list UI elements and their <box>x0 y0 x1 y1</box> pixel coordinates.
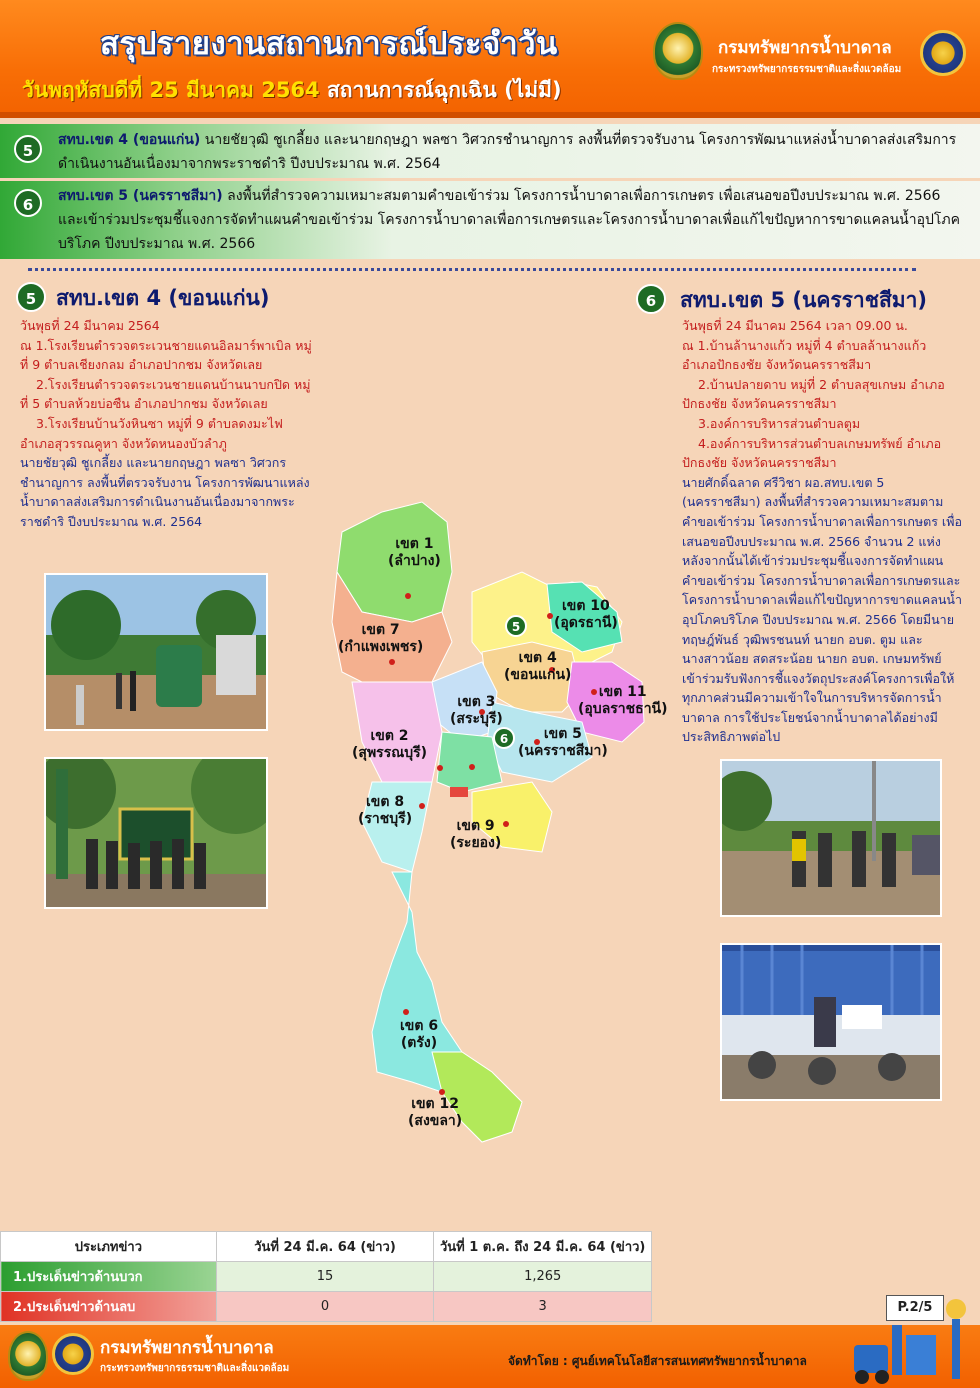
location-1: ณ 1.บ้านล้านางแก้ว หมู่ที่ 4 ตำบลล้านางแก้ว อำเภอปักธงชัย จังหวัดนครราชสีมา <box>682 337 927 373</box>
section-number-badge: 6 <box>636 284 666 314</box>
zone-label: เขต 9 (ระยอง) <box>450 818 502 851</box>
news-text <box>58 128 964 176</box>
ministry-emblem-logo <box>920 30 966 76</box>
header-banner <box>0 0 980 118</box>
table-header-cell: ประเภทข่าว <box>1 1232 217 1262</box>
news-number-badge: 5 <box>14 135 42 163</box>
table-cell: 3 <box>434 1292 652 1322</box>
emergency-status: สถานการณ์ฉุกเฉิน (ไม่มี) <box>326 78 562 102</box>
location-1: ณ 1.โรงเรียนตำรวจตระเวนชายแดนอิลมาร์พาเบิล หมู่ที่ 9 ตำบลเชียงกลม อำเภอปากชม จังหวัดเลย <box>20 337 312 373</box>
report-date-line <box>22 74 562 107</box>
photo-field-survey <box>720 759 942 917</box>
table-row <box>1 1292 652 1322</box>
footer-org-ministry: กระทรวงทรัพยากรธรรมชาติและสิ่งแวดล้อม <box>100 1363 290 1374</box>
thailand-zone-map <box>322 492 668 1148</box>
table-cell: 2.ประเด็นข่าวด้านลบ <box>1 1292 217 1322</box>
photo-group-at-signboard <box>44 757 268 909</box>
zone-label: เขต 7 (กำแพงเพชร) <box>338 622 424 655</box>
news-text <box>58 184 964 256</box>
drilling-rig-icon <box>846 1295 976 1387</box>
news-body: นายชัยวุฒิ ชูเกลี้ยง และนายกฤษฎา พลซา วิศวกรชำนาญการ ลงพื้นที่ตรวจรับงาน โครงการพัฒนาแหล่งน้ำบาดาลส่งเสริมการดำเนินงานอันเนื่องมาจากพระราชดำริ ปีงบประมาณ พ.ศ. 2564 <box>58 132 957 172</box>
location-3: 3.โรงเรียนบ้านวังหินซา หมู่ที่ 9 ตำบลดงมะไฟ อำเภอสุวรรณคูหา จังหวัดหนองบัวลำภู <box>20 415 283 451</box>
zone-label: เขต 10 (อุดรธานี) <box>554 598 618 631</box>
zone-label: เขต 1 (ลำปาง) <box>388 536 441 569</box>
table-header-cell: วันที่ 1 ต.ค. ถึง 24 มี.ค. 64 (ข่าว) <box>434 1232 652 1262</box>
news-body: ลงพื้นที่สำรวจความเหมาะสมตามคำขอเข้าร่วม โครงการน้ำบาดาลเพื่อการเกษตร เพื่อเสนอขอปีงบประมาณ พ.ศ. 2566 และเข้าร่วมประชุมชี้แจงการจัดทำแผนคำขอเข้าร่วม โครงการน้ำบาดาลเพื่อการเกษตรและโครงการน้ำบาดาลเพื่อแก้ไขปัญหาการขาดแคลนน้ำอุปโภคบริโภค ปีงบประมาณ พ.ศ. 2566 <box>58 188 961 252</box>
photo-water-tank-site <box>44 573 268 731</box>
news-row-6 <box>0 181 980 259</box>
report-date: วันพฤหัสบดีที่ 25 มีนาคม 2564 <box>22 78 320 102</box>
page-number: P.2/5 <box>886 1295 944 1321</box>
news-number-badge: 6 <box>14 189 42 217</box>
map-marker-6: 6 <box>499 732 509 746</box>
section-description: นายศักดิ์ฉลาด ศรีวิชา ผอ.สทบ.เขต 5 (นครราชสีมา) ลงพื้นที่สำรวจความเหมาะสมตามคำขอเข้าร่วม โครงการน้ำบาดาลเพื่อการเกษตร เพื่อเสนอขอปีงบประมาณ พ.ศ. 2566 จำนวน 2 แห่ง หลังจากนั้นได้เข้าร่วมประชุมชี้แจงการจัดทำแผนคำขอเข้าร่วม โครงการน้ำบาดาลเพื่อการเกษตรและโครงการน้ำบาดาลเพื่อแก้ไขปัญหาการขาดแคลนน้ำอุปโภคบริโภค ปีงบประมาณ พ.ศ. 2566 โดยมีนายทฤษฎ์พันธ์ วุฒิพรชนนท์ นายก อบต. ตูม และนางสาวน้อย สดสระน้อย นายก อบต. เกษมทรัพย์ เข้าร่วมรับฟังการชี้แจงวัตถุประสงค์โครงการเพื่อให้ทุกภาคส่วนมีความเข้าใจในการบริหารจัดการน้ำบาดาล การใช้ประโยชน์จากน้ำบาดาลได้อย่างมีประสิทธิภาพต่อไป <box>682 474 962 745</box>
zone-label: เขต 3 (สระบุรี) <box>450 694 503 727</box>
location-2: 2.โรงเรียนตำรวจตระเวนชายแดนบ้านนาบกปิด หมู่ที่ 5 ตำบลห้วยบ่อซืน อำเภอปากชม จังหวัดเลย <box>20 376 311 412</box>
table-header-cell: วันที่ 24 มี.ค. 64 (ข่าว) <box>216 1232 434 1262</box>
footer-org-name: กรมทรัพยากรน้ำบาดาล <box>100 1338 274 1358</box>
table-cell: 1.ประเด็นข่าวด้านบวก <box>1 1262 217 1292</box>
table-cell: 0 <box>216 1292 434 1322</box>
org-ministry: กระทรวงทรัพยากรธรรมชาติและสิ่งแวดล้อม <box>712 64 902 75</box>
table-header-row <box>1 1232 652 1262</box>
department-seal-logo <box>653 22 703 80</box>
section-date: วันพุธที่ 24 มีนาคม 2564 เวลา 09.00 น. <box>682 318 908 333</box>
section-body-right <box>682 316 962 747</box>
zone-label: เขต 2 (สุพรรณบุรี) <box>352 728 428 761</box>
section-body-left <box>20 316 318 532</box>
org-name: กรมทรัพยากรน้ำบาดาล <box>718 38 892 58</box>
section-date: วันพุธที่ 24 มีนาคม 2564 <box>20 318 160 333</box>
table-cell: 1,265 <box>434 1262 652 1292</box>
news-lead: สทบ.เขต 4 (ขอนแก่น) <box>58 132 201 148</box>
location-2: 2.บ้านปลายดาบ หมู่ที่ 2 ตำบลสุขเกษม อำเภอปักธงชัย จังหวัดนครราชสีมา <box>682 376 945 412</box>
section-title-right: สทบ.เขต 5 (นครราชสีมา) <box>680 288 928 312</box>
table-cell: 15 <box>216 1262 434 1292</box>
section-title-left: สทบ.เขต 4 (ขอนแก่น) <box>56 286 270 310</box>
zone-label: เขต 6 (ตรัง) <box>400 1018 439 1051</box>
location-3: 3.องค์การบริหารส่วนตำบลตูม <box>698 415 861 431</box>
zone-label: เขต 4 (ขอนแก่น) <box>504 650 572 683</box>
news-lead: สทบ.เขต 5 (นครราชสีมา) <box>58 188 223 204</box>
location-4: 4.องค์การบริหารส่วนตำบลเกษมทรัพย์ อำเภอปักธงชัย จังหวัดนครราชสีมา <box>682 435 942 471</box>
zone-label: เขต 5 (นครราชสีมา) <box>518 726 608 759</box>
news-row-5 <box>0 124 980 178</box>
dotted-divider <box>28 268 916 271</box>
footer-prepared-by: จัดทำโดย : ศูนย์เทคโนโลยีสารสนเทศทรัพยากรน้ำบาดาล <box>508 1354 807 1368</box>
section-description: นายชัยวุฒิ ชูเกลี้ยง และนายกฤษฎา พลซา วิศวกรชำนาญการ ลงพื้นที่ตรวจรับงาน โครงการพัฒนาแหล่งน้ำบาดาลส่งเสริมการดำเนินงานอันเนื่องมาจากพระราชดำริ ปีงบประมาณ พ.ศ. 2564 <box>20 455 310 529</box>
map-marker-5: 5 <box>511 620 521 634</box>
footer-banner <box>0 1325 980 1388</box>
page-title: สรุปรายงานสถานการณ์ประจำวัน <box>100 26 558 62</box>
zone-label: เขต 12 (สงขลา) <box>408 1096 463 1129</box>
department-seal-logo <box>8 1331 48 1381</box>
zone-label: เขต 11 (อุบลราชธานี) <box>578 684 668 717</box>
section-number-badge: 5 <box>16 282 46 312</box>
news-summary-table <box>0 1231 652 1322</box>
zone-label: เขต 8 (ราชบุรี) <box>358 794 413 827</box>
ministry-emblem-logo <box>52 1333 94 1375</box>
table-row <box>1 1262 652 1292</box>
photo-meeting-room <box>720 943 942 1101</box>
header-stripe <box>0 112 980 118</box>
